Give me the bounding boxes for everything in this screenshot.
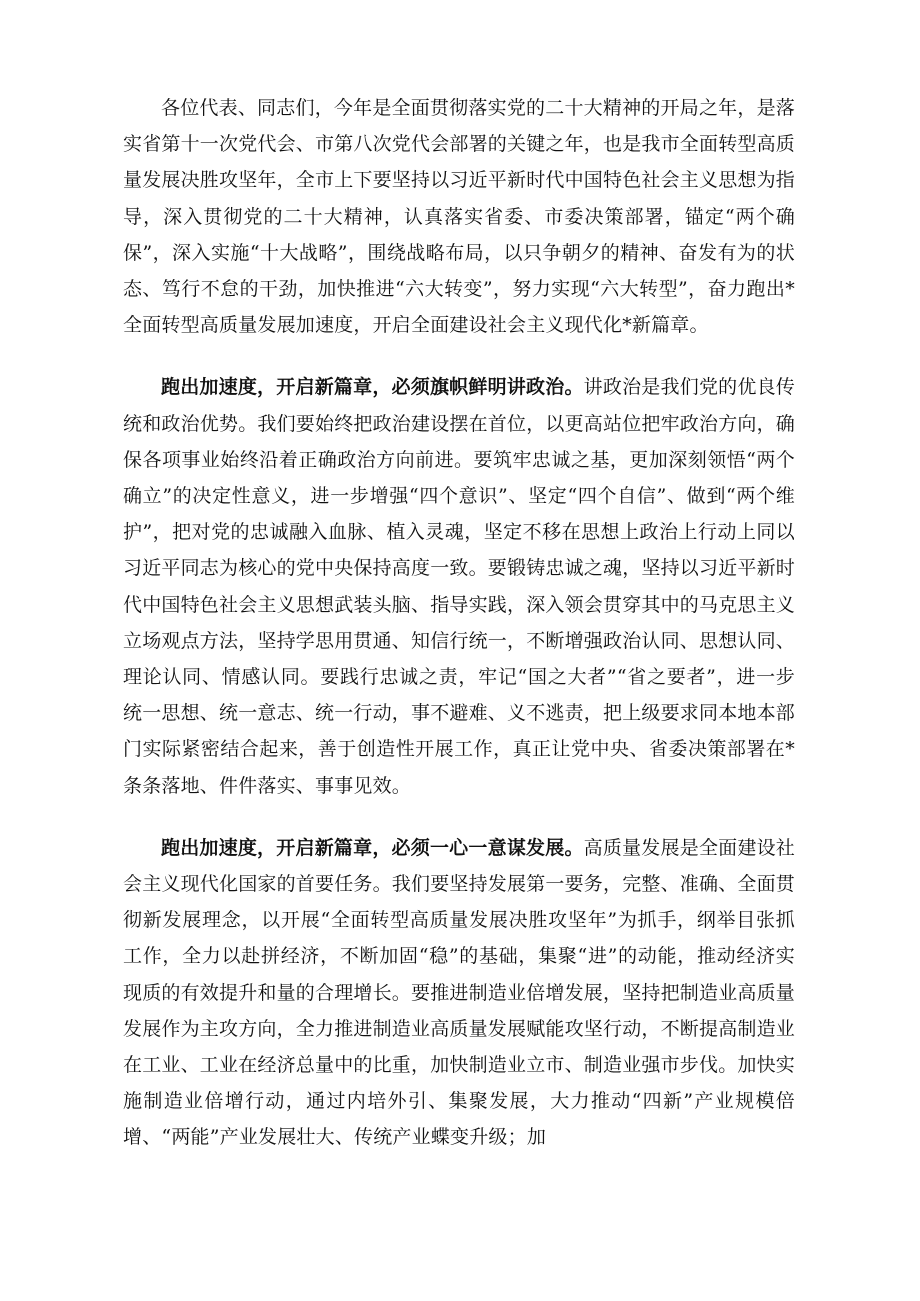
paragraph-body: 各位代表、同志们，今年是全面贯彻落实党的二十大精神的开局之年，是落实省第十一次党代会、市第八次党代会部署的关键之年，也是我市全面转型高质量发展决胜攻坚年，全市上下要坚持以习近平新时代中国特色社会主义思想为指导，深入贯彻党的二十大精神，认真落实省委、市委决策部署，锚定“两个确保”，深入实施“十大战略”，围绕战略布局，以只争朝夕的精神、奋发有为的状态、笃行不怠的干劲，加快推进“六大转变”，努力实现“六大转型”，奋力跑出*全面转型高质量发展加速度，开启全面建设社会主义现代化*新篇章。 <box>123 97 796 337</box>
paragraph-lead: 跑出加速度，开启新篇章，必须一心一意谋发展。 <box>161 836 584 859</box>
paragraph-body: 讲政治是我们党的优良传统和政治优势。我们要始终把政治建设摆在首位，以更高站位把牢政治方向，确保各项事业始终沿着正确政治方向前进。要筑牢忠诚之基，更加深刻领悟“两个确立”的决定性意义，进一步增强“四个意识”、坚定“四个自信”、做到“两个维护”，把对党的忠诚融入血脉、植入灵魂，坚定不移在思想上政治上行动上同以习近平同志为核心的党中央保持高度一致。要锻铸忠诚之魂，坚持以习近平新时代中国特色社会主义思想武装头脑、指导实践，深入领会贯穿其中的马克思主义立场观点方法，坚持学思用贯通、知信行统一，不断增强政治认同、思想认同、理论认同、情感认同。要践行忠诚之责，牢记“国之大者”“省之要者”，进一步统一思想、统一意志、统一行动，事不避难、义不逃责，把上级要求同本地本部门实际紧密结合起来，善于创造性开展工作，真正让党中央、省委决策部署在*条条落地、件件落实、事事见效。 <box>123 376 796 797</box>
paragraph-development <box>123 830 795 1156</box>
document-page <box>123 90 795 1182</box>
paragraph-body: 高质量发展是全面建设社会主义现代化国家的首要任务。我们要坚持发展第一要务，完整、准确、全面贯彻新发展理念，以开展“全面转型高质量发展决胜攻坚年”为抓手，纲举目张抓工作，全力以赴拼经济，不断加固“稳”的基础，集聚“进”的动能，推动经济实现质的有效提升和量的合理增长。要推进制造业倍增发展，坚持把制造业高质量发展作为主攻方向，全力推进制造业高质量发展赋能攻坚行动，不断提高制造业在工业、工业在经济总量中的比重，加快制造业立市、制造业强市步伐。加快实施制造业倍增行动，通过内培外引、集聚发展，大力推动“四新”产业规模倍增、“两能”产业发展壮大、传统产业蝶变升级；加 <box>123 836 796 1149</box>
paragraph-intro <box>123 90 795 343</box>
paragraph-lead: 跑出加速度，开启新篇章，必须旗帜鲜明讲政治。 <box>161 376 584 399</box>
paragraph-politics <box>123 369 795 803</box>
